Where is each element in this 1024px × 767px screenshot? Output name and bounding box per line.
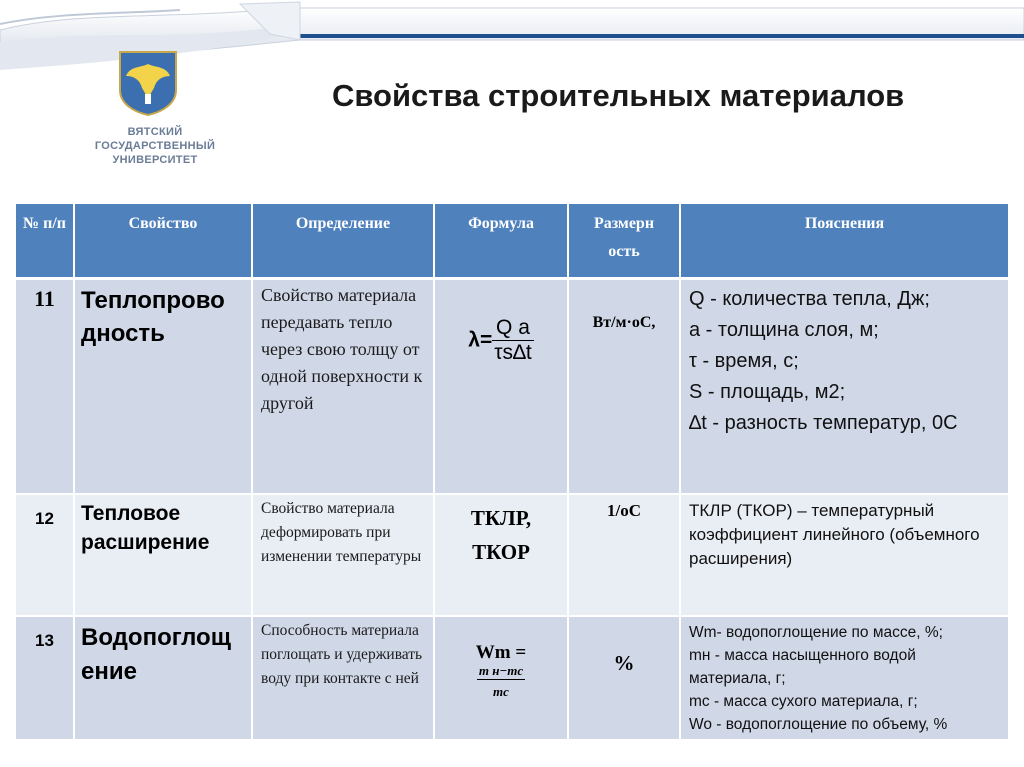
header-unit: Размерн ость [568,204,680,278]
formula-lhs: Wm = [475,642,527,663]
university-name-line-3: УНИВЕРСИТЕТ [112,154,198,166]
header-formula: Формула [434,204,568,278]
row-num: 12 [16,494,74,616]
formula-line-2: ТКОР [472,540,530,564]
note-line: mн - масса насыщенного водой материала, г; [689,647,916,687]
row-definition: Свойство материала передавать тепло через свою толщу от одной поверхности к другой [252,278,434,494]
formula-fraction [477,663,525,700]
header-notes: Пояснения [680,204,1008,278]
row-num: 13 [16,616,74,740]
university-name-line-1: ВЯТСКИЙ [127,126,183,138]
formula-lhs: λ= [468,328,493,351]
properties-table [16,204,1008,741]
header-property: Свойство [74,204,252,278]
university-logo [118,50,178,116]
note-line: Wo - водопоглощение по объему, % [689,716,948,733]
note-line: τ - время, с; [689,349,799,372]
row-formula [434,616,568,740]
note-line: Wm- водопоглощение по массе, %; [689,624,943,641]
formula-numerator: m н−mc [478,663,524,678]
header-definition: Определение [252,204,434,278]
row-definition: Свойство материала деформировать при изменении температуры [252,494,434,616]
formula-line-1: ТКЛР, [470,506,532,530]
table-header-row [16,204,1008,278]
note-line: a - толщина слоя, м; [689,318,879,341]
row-property: Тепловое расширение [74,494,252,616]
formula-numerator: Q a [492,316,533,341]
formula-fraction [492,316,533,365]
row-property: Водопоглощ ение [74,616,252,740]
note-line: S - площадь, м2; [689,380,846,403]
row-unit: Вт/м·оС, [568,278,680,494]
row-property: Теплопрово дность [74,278,252,494]
formula-denominator: mc [493,684,509,699]
university-name [80,125,230,167]
row-formula [434,494,568,616]
page-title: Свойства строительных материалов [332,78,905,113]
row-unit: % [568,616,680,740]
note-line: mc - масса сухого материала, г; [689,693,918,710]
row-unit: 1/оС [568,494,680,616]
row-notes [680,494,1008,616]
table-row [16,616,1008,740]
row-notes [680,278,1008,494]
table-row [16,494,1008,616]
note-line: ТКЛР (ТКОР) – температурный коэффициент линейного (объемного расширения) [689,501,980,568]
table-row [16,278,1008,494]
formula-denominator: τs∆t [494,340,532,364]
row-num: 11 [16,278,74,494]
row-notes [680,616,1008,740]
note-line: ∆t - разность температур, 0С [689,411,958,434]
header-num: № п/п [16,204,74,278]
university-name-line-2: ГОСУДАРСТВЕННЫЙ [94,140,216,152]
row-definition: Способность материала поглощать и удерживать воду при контакте с ней [252,616,434,740]
row-formula [434,278,568,494]
note-line: Q - количества тепла, Дж; [689,287,930,310]
